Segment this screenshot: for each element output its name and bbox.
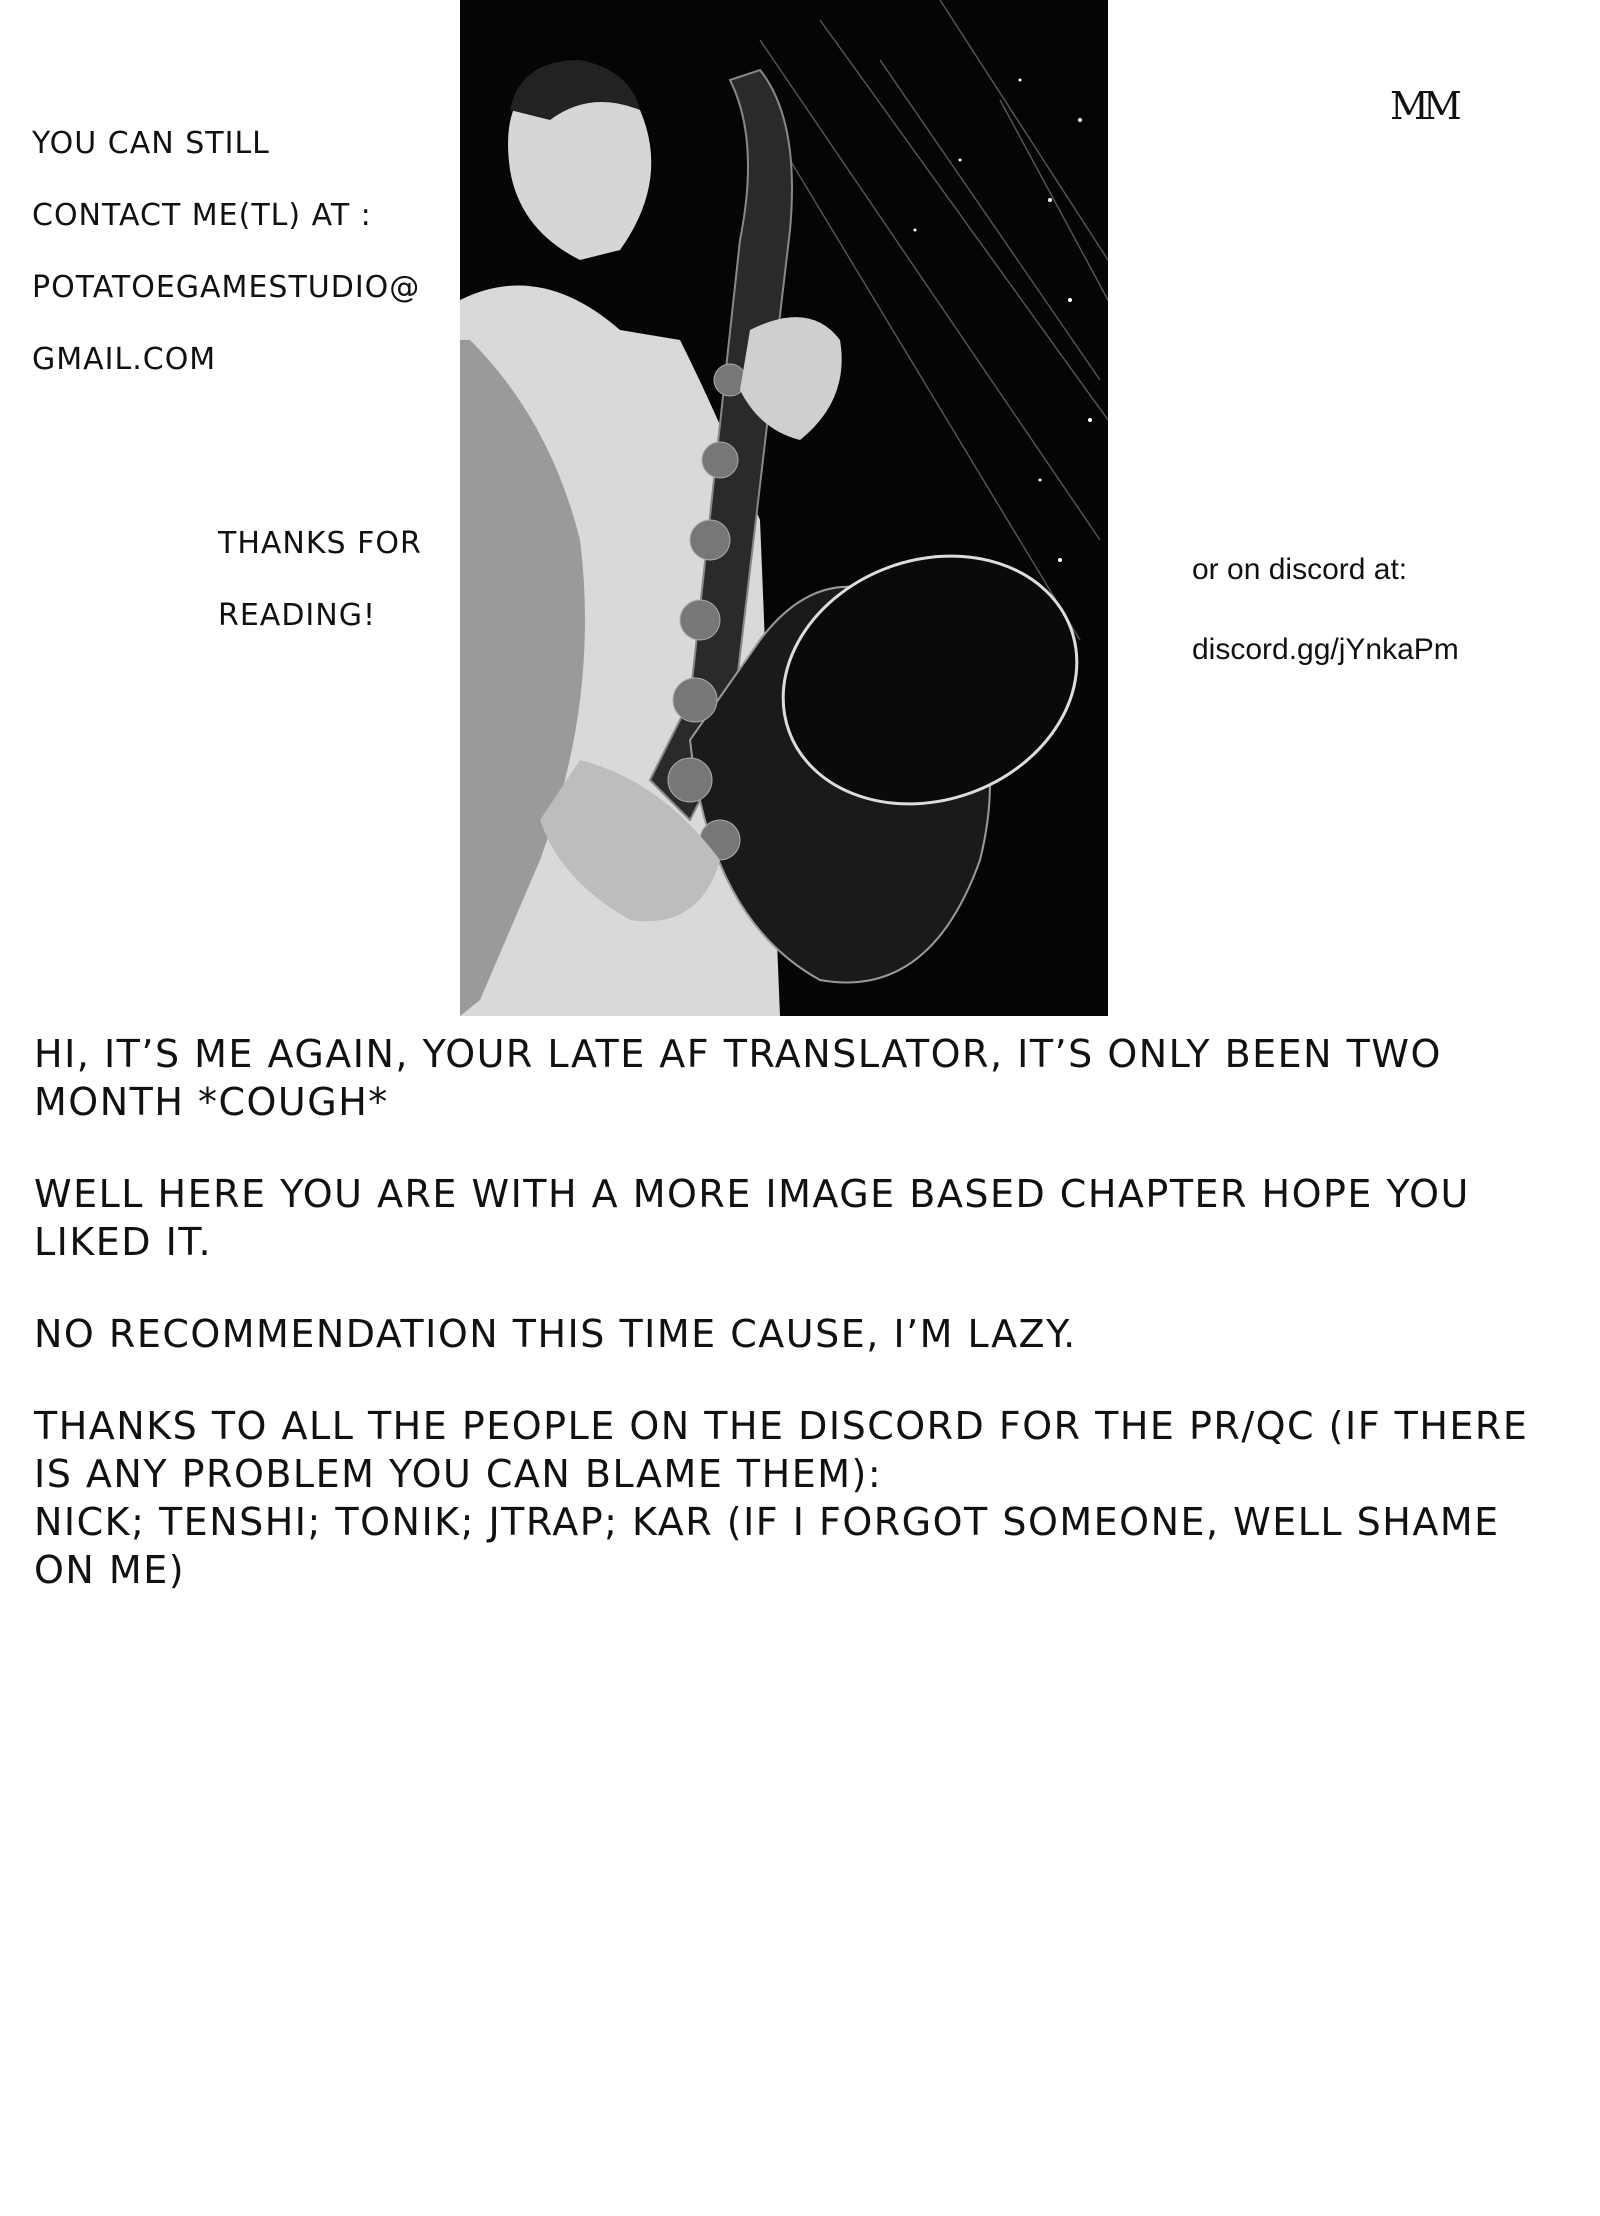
scanlator-logo: MM <box>1390 84 1456 128</box>
note-paragraph-3: NO RECOMMENDATION THIS TIME CAUSE, I’M LAZY. <box>34 1312 1077 1356</box>
translator-notes <box>34 1030 1554 1638</box>
thanks-block <box>218 508 458 652</box>
saxophone-illustration <box>460 0 1108 1016</box>
note-paragraph-4: THANKS TO ALL THE PEOPLE ON THE DISCORD FOR THE PR/QC (IF THERE IS ANY PROBLEM YOU CAN BLAME THEM): <box>34 1404 1529 1496</box>
contact-line-4: GMAIL.COM <box>32 342 217 377</box>
saxophone-player-image <box>460 0 1108 1016</box>
discord-block <box>1192 548 1459 708</box>
contact-block <box>32 108 452 396</box>
note-paragraph-1: HI, IT’S ME AGAIN, YOUR LATE AF TRANSLATOR, IT’S ONLY BEEN TWO MONTH *COUGH* <box>34 1032 1442 1124</box>
discord-intro: or on discord at: <box>1192 553 1408 586</box>
contact-line-2: CONTACT ME(TL) AT : <box>32 198 372 233</box>
note-paragraph-5: NICK; TENSHI; TONIK; JTRAP; KAR (IF I FORGOT SOMEONE, WELL SHAME ON ME) <box>34 1500 1500 1592</box>
discord-link[interactable]: discord.gg/jYnkaPm <box>1192 633 1459 666</box>
thanks-line-1: THANKS FOR <box>218 526 422 561</box>
note-paragraph-2: WELL HERE YOU ARE WITH A MORE IMAGE BASED CHAPTER HOPE YOU LIKED IT. <box>34 1172 1470 1264</box>
thanks-line-2: READING! <box>218 598 376 633</box>
contact-line-3: POTATOEGAMESTUDIO@ <box>32 270 421 305</box>
contact-line-1: YOU CAN STILL <box>32 126 270 161</box>
